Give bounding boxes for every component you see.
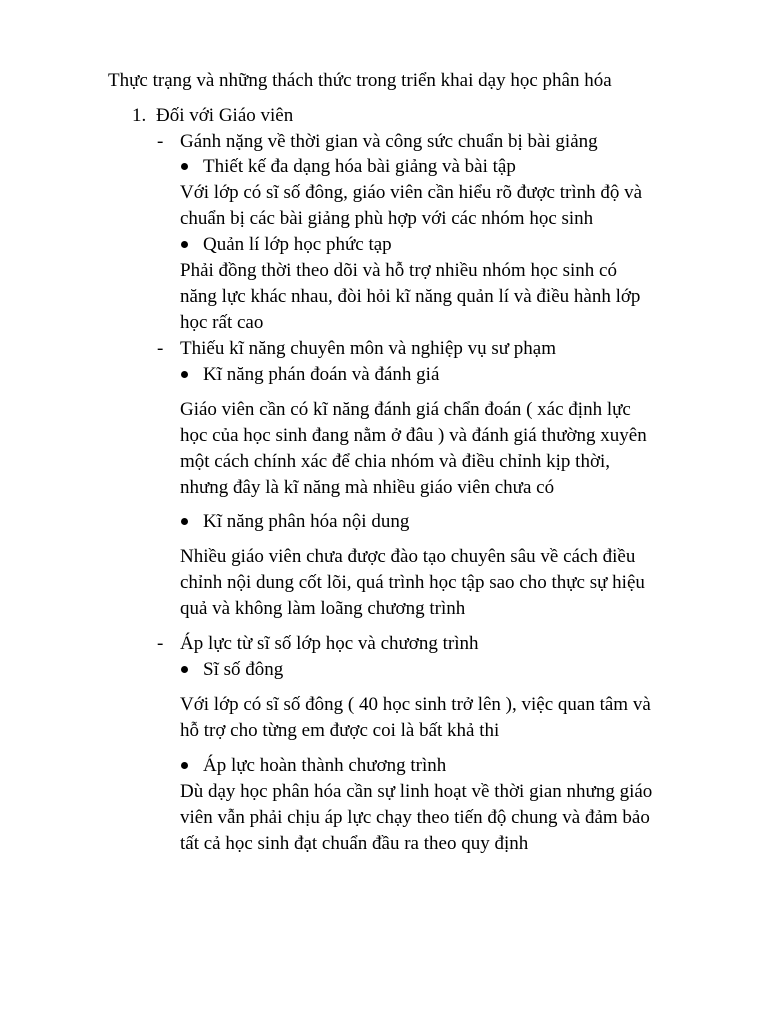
section-heading: Đối với Giáo viên [156,105,294,126]
bullet-dot-icon [181,241,188,248]
paragraph-line: Với lớp có sĩ số đông ( 40 học sinh trở lên ), việc quan tâm và [180,694,651,715]
paragraph-line: học của học sinh đang nằm ở đâu ) và đánh giá thường xuyên [180,425,647,446]
bullet-label: Kĩ năng phân hóa nội dung [203,511,410,532]
paragraph-line: Nhiều giáo viên chưa được đào tạo chuyên sâu về cách điều [180,546,636,567]
bullet-dot-icon [181,163,188,170]
paragraph-line: Dù dạy học phân hóa cần sự linh hoạt về thời gian nhưng giáo [180,781,653,802]
paragraph-line: học rất cao [180,312,264,333]
paragraph-line: năng lực khác nhau, đòi hỏi kĩ năng quản lí và điều hành lớp [180,286,641,307]
paragraph-line: Phải đồng thời theo dõi và hỗ trợ nhiều nhóm học sinh có [180,260,617,281]
item-heading: Gánh nặng về thời gian và công sức chuẩn bị bài giảng [180,131,598,152]
dash-marker: - [157,633,164,654]
bullet-label: Thiết kế đa dạng hóa bài giảng và bài tập [203,156,516,177]
paragraph-line: hỗ trợ cho từng em được coi là bất khả thi [180,720,500,741]
bullet-label: Kĩ năng phán đoán và đánh giá [203,364,440,385]
bullet-label: Sĩ số đông [203,659,284,680]
bullet-dot-icon [181,762,188,769]
item-heading: Thiếu kĩ năng chuyên môn và nghiệp vụ sư phạm [180,338,556,359]
bullet-dot-icon [181,371,188,378]
paragraph-line: quả và không làm loãng chương trình [180,598,466,619]
paragraph-line: chỉnh nội dung cốt lõi, quá trình học tập sao cho thực sự hiệu [180,572,645,593]
bullet-dot-icon [181,518,188,525]
paragraph-line: nhưng đây là kĩ năng mà nhiều giáo viên chưa có [180,477,555,498]
paragraph-line: chuẩn bị các bài giảng phù hợp với các nhóm học sinh [180,208,594,229]
bullet-label: Áp lực hoàn thành chương trình [203,755,447,776]
paragraph-line: một cách chính xác để chia nhóm và điều chỉnh kịp thời, [180,451,611,472]
section-number: 1. [132,105,147,126]
document-title: Thực trạng và những thách thức trong triển khai dạy học phân hóa [108,70,612,91]
dash-marker: - [157,131,164,152]
paragraph-line: Với lớp có sĩ số đông, giáo viên cần hiểu rõ được trình độ và [180,182,643,203]
bullet-label: Quản lí lớp học phức tạp [203,234,392,255]
paragraph-line: viên vẫn phải chịu áp lực chạy theo tiến độ chung và đảm bảo [180,807,650,828]
paragraph-line: Giáo viên cần có kĩ năng đánh giá chẩn đoán ( xác định lực [180,399,631,420]
dash-marker: - [157,338,164,359]
bullet-dot-icon [181,666,188,673]
item-heading: Áp lực từ sĩ số lớp học và chương trình [180,633,479,654]
paragraph-line: tất cả học sinh đạt chuẩn đầu ra theo quy định [180,833,529,854]
